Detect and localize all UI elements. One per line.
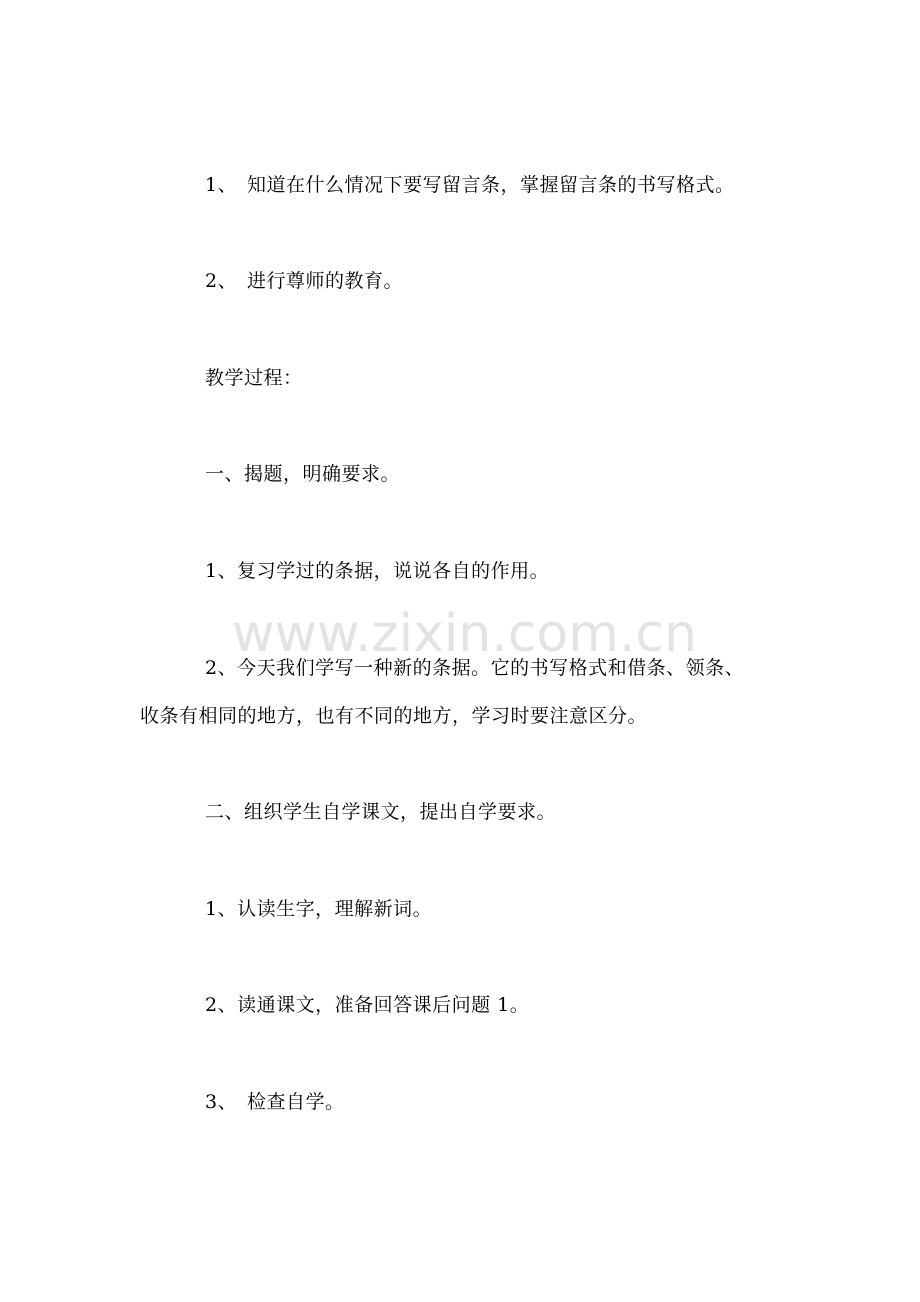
- objective-2: [205, 268, 403, 294]
- objective-1: [205, 172, 735, 198]
- step-2-item-3: [205, 1089, 345, 1115]
- section-heading-process: 教学过程：: [205, 367, 303, 389]
- step-2-item-2: 2、读通课文，准备回答课后问题 1。: [205, 994, 530, 1016]
- objective-1-text: 知道在什么情况下要写留言条，掌握留言条的书写格式。: [247, 174, 735, 196]
- step-2-item-3-number: 3、: [205, 1091, 238, 1113]
- step-1-item-2-line-1: 2、今天我们学写一种新的条据。它的书写格式和借条、领条、: [205, 657, 745, 679]
- watermark: www.zixin.com.cn: [232, 604, 697, 664]
- objective-1-number: 1、: [205, 174, 238, 196]
- step-1-item-2-line-2: 收条有相同的地方，也有不同的地方，学习时要注意区分。: [140, 705, 648, 727]
- step-2-item-3-text: 检查自学。: [247, 1091, 345, 1113]
- step-1-heading: 一、揭题，明确要求。: [205, 463, 401, 485]
- objective-2-number: 2、: [205, 270, 238, 292]
- objective-2-text: 进行尊师的教育。: [247, 270, 404, 292]
- step-1-item-1: 1、复习学过的条据，说说各自的作用。: [205, 560, 550, 582]
- step-2-heading: 二、组织学生自学课文，提出自学要求。: [205, 801, 557, 823]
- step-2-item-1: 1、认读生字，理解新词。: [205, 898, 433, 920]
